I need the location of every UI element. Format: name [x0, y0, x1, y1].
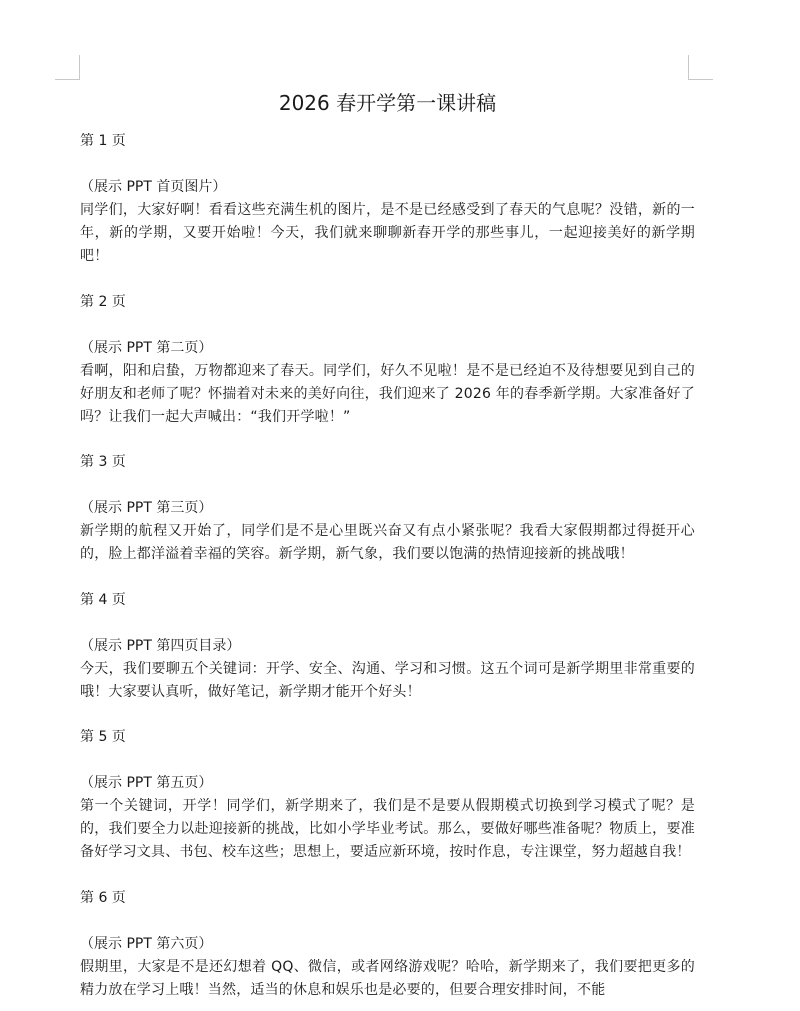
ppt-note: （展示 PPT 第二页） — [80, 339, 213, 356]
section-page-1 — [80, 130, 695, 269]
section-page-3 — [80, 451, 695, 566]
crop-mark-right — [688, 55, 713, 80]
ppt-note: （展示 PPT 第三页） — [80, 500, 213, 517]
paragraph: 同学们，大家好啊！看看这些充满生机的图片，是不是已经感受到了春天的气息呢？没错，新的一年，新的学期，又要开始啦！今天，我们就来聊聊新春开学的那些事儿，一起迎接美好的新学期吧！ — [80, 202, 695, 265]
ppt-note: （展示 PPT 第四页目录） — [80, 637, 241, 654]
page-label: 第 4 页 — [80, 591, 126, 608]
paragraph: 今天，我们要聊五个关键词：开学、安全、沟通、学习和习惯。这五个词可是新学期里非常重要的哦！大家要认真听，做好笔记，新学期才能开个好头！ — [80, 660, 695, 700]
ppt-note: （展示 PPT 第五页） — [80, 775, 213, 792]
section-page-6 — [80, 887, 695, 1002]
page-label: 第 5 页 — [80, 729, 126, 746]
page-label: 第 2 页 — [80, 293, 126, 310]
paragraph: 看啊，阳和启蛰，万物都迎来了春天。同学们，好久不见啦！是不是已经迫不及待想要见到自己的好朋友和老师了呢？怀揣着对未来的美好向往，我们迎来了 2026 年的春季新学期。大家准备好了吗？让我们一起大声喊出：“我们开学啦！” — [80, 362, 695, 426]
paragraph: 假期里，大家是不是还幻想着 QQ、微信，或者网络游戏呢？哈哈，新学期来了，我们要把更多的精力放在学习上哦！当然，适当的休息和娱乐也是必要的，但要合理安排时间，不能 — [80, 958, 695, 998]
section-page-2 — [80, 291, 695, 430]
paragraph: 第一个关键词，开学！同学们，新学期来了，我们是不是要从假期模式切换到学习模式了呢？是的，我们要全力以赴迎接新的挑战，比如小学毕业考试。那么，要做好哪些准备呢？物质上，要准备好学习文具、书包、校车这些；思想上，要适应新环境，按时作息，专注课堂，努力超越自我！ — [80, 798, 695, 861]
page-label: 第 1 页 — [80, 133, 126, 149]
section-page-5 — [80, 726, 695, 865]
ppt-note: （展示 PPT 第六页） — [80, 935, 213, 952]
page-label: 第 6 页 — [80, 889, 126, 906]
ppt-note: （展示 PPT 首页图片） — [80, 179, 227, 195]
section-page-4 — [80, 589, 695, 704]
crop-mark-left — [55, 55, 80, 80]
document-title: 2026 春开学第一课讲稿 — [278, 91, 497, 115]
paragraph: 新学期的航程又开始了，同学们是不是心里既兴奋又有点小紧张呢？我看大家假期都过得挺开心的，脸上都洋溢着幸福的笑容。新学期，新气象，我们要以饱满的热情迎接新的挑战哦！ — [80, 523, 695, 563]
document-page — [80, 88, 695, 1011]
page-label: 第 3 页 — [80, 454, 126, 471]
